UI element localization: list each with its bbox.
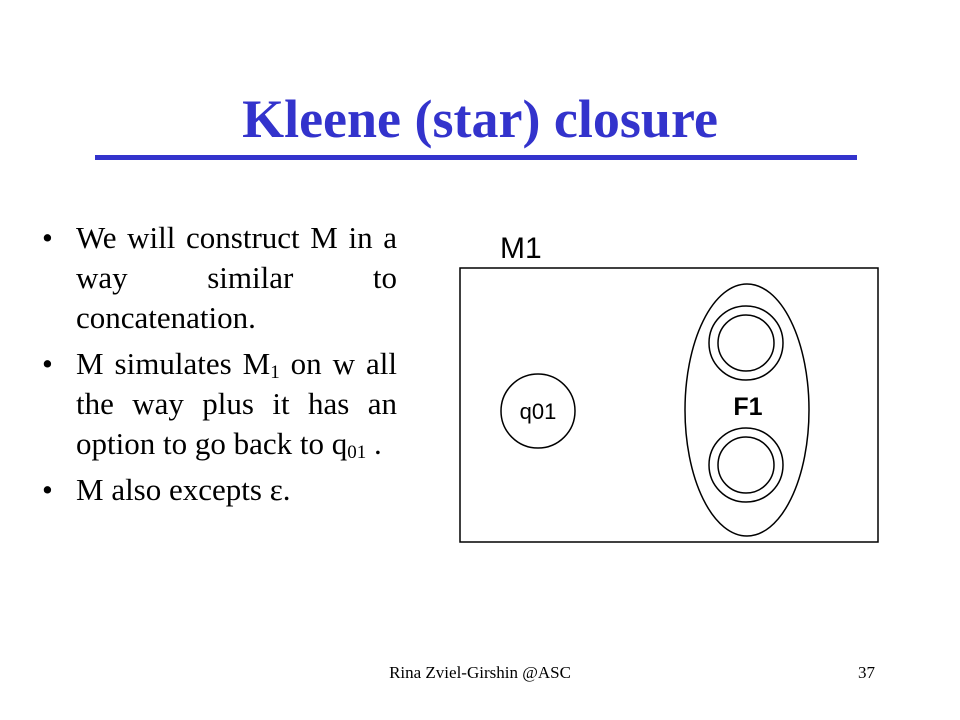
bullet-subscript: 1 <box>270 362 280 383</box>
final-state-outer-bottom <box>709 428 783 502</box>
bullet-text-run: M simulates M <box>76 346 271 381</box>
footer-author: Rina Zviel-Girshin @ASC <box>389 663 571 682</box>
machine-label: M1 <box>500 232 542 265</box>
bullet-item <box>42 470 397 510</box>
bullet-text <box>76 344 397 464</box>
bullet-text <box>76 218 397 338</box>
nfa-diagram <box>440 220 900 550</box>
final-state-inner-top <box>718 315 774 371</box>
bullet-dot: • <box>42 472 53 507</box>
bullet-text <box>76 470 397 510</box>
bullet-item <box>42 218 397 338</box>
slide-title: Kleene (star) closure <box>242 89 718 149</box>
title-underline <box>95 155 857 160</box>
bullet-text-run: We will construct M in a way similar to concatenation. <box>76 220 397 335</box>
final-state-inner-bottom <box>718 437 774 493</box>
bullet-text-run: on w all the way plus it has an option to go back to q <box>76 346 397 461</box>
final-state-outer-top <box>709 306 783 380</box>
start-state-label: q01 <box>519 399 557 424</box>
page-number: 37 <box>858 663 875 682</box>
bullet-text-run: M also excepts ε. <box>76 472 291 507</box>
bullet-item <box>42 344 397 464</box>
bullet-dot: • <box>42 220 53 255</box>
final-set-label: F1 <box>733 393 763 421</box>
bullet-list <box>42 218 397 516</box>
bullet-subscript: 01 <box>347 442 367 463</box>
bullet-dot: • <box>42 346 53 381</box>
bullet-text-run: . <box>366 426 382 461</box>
